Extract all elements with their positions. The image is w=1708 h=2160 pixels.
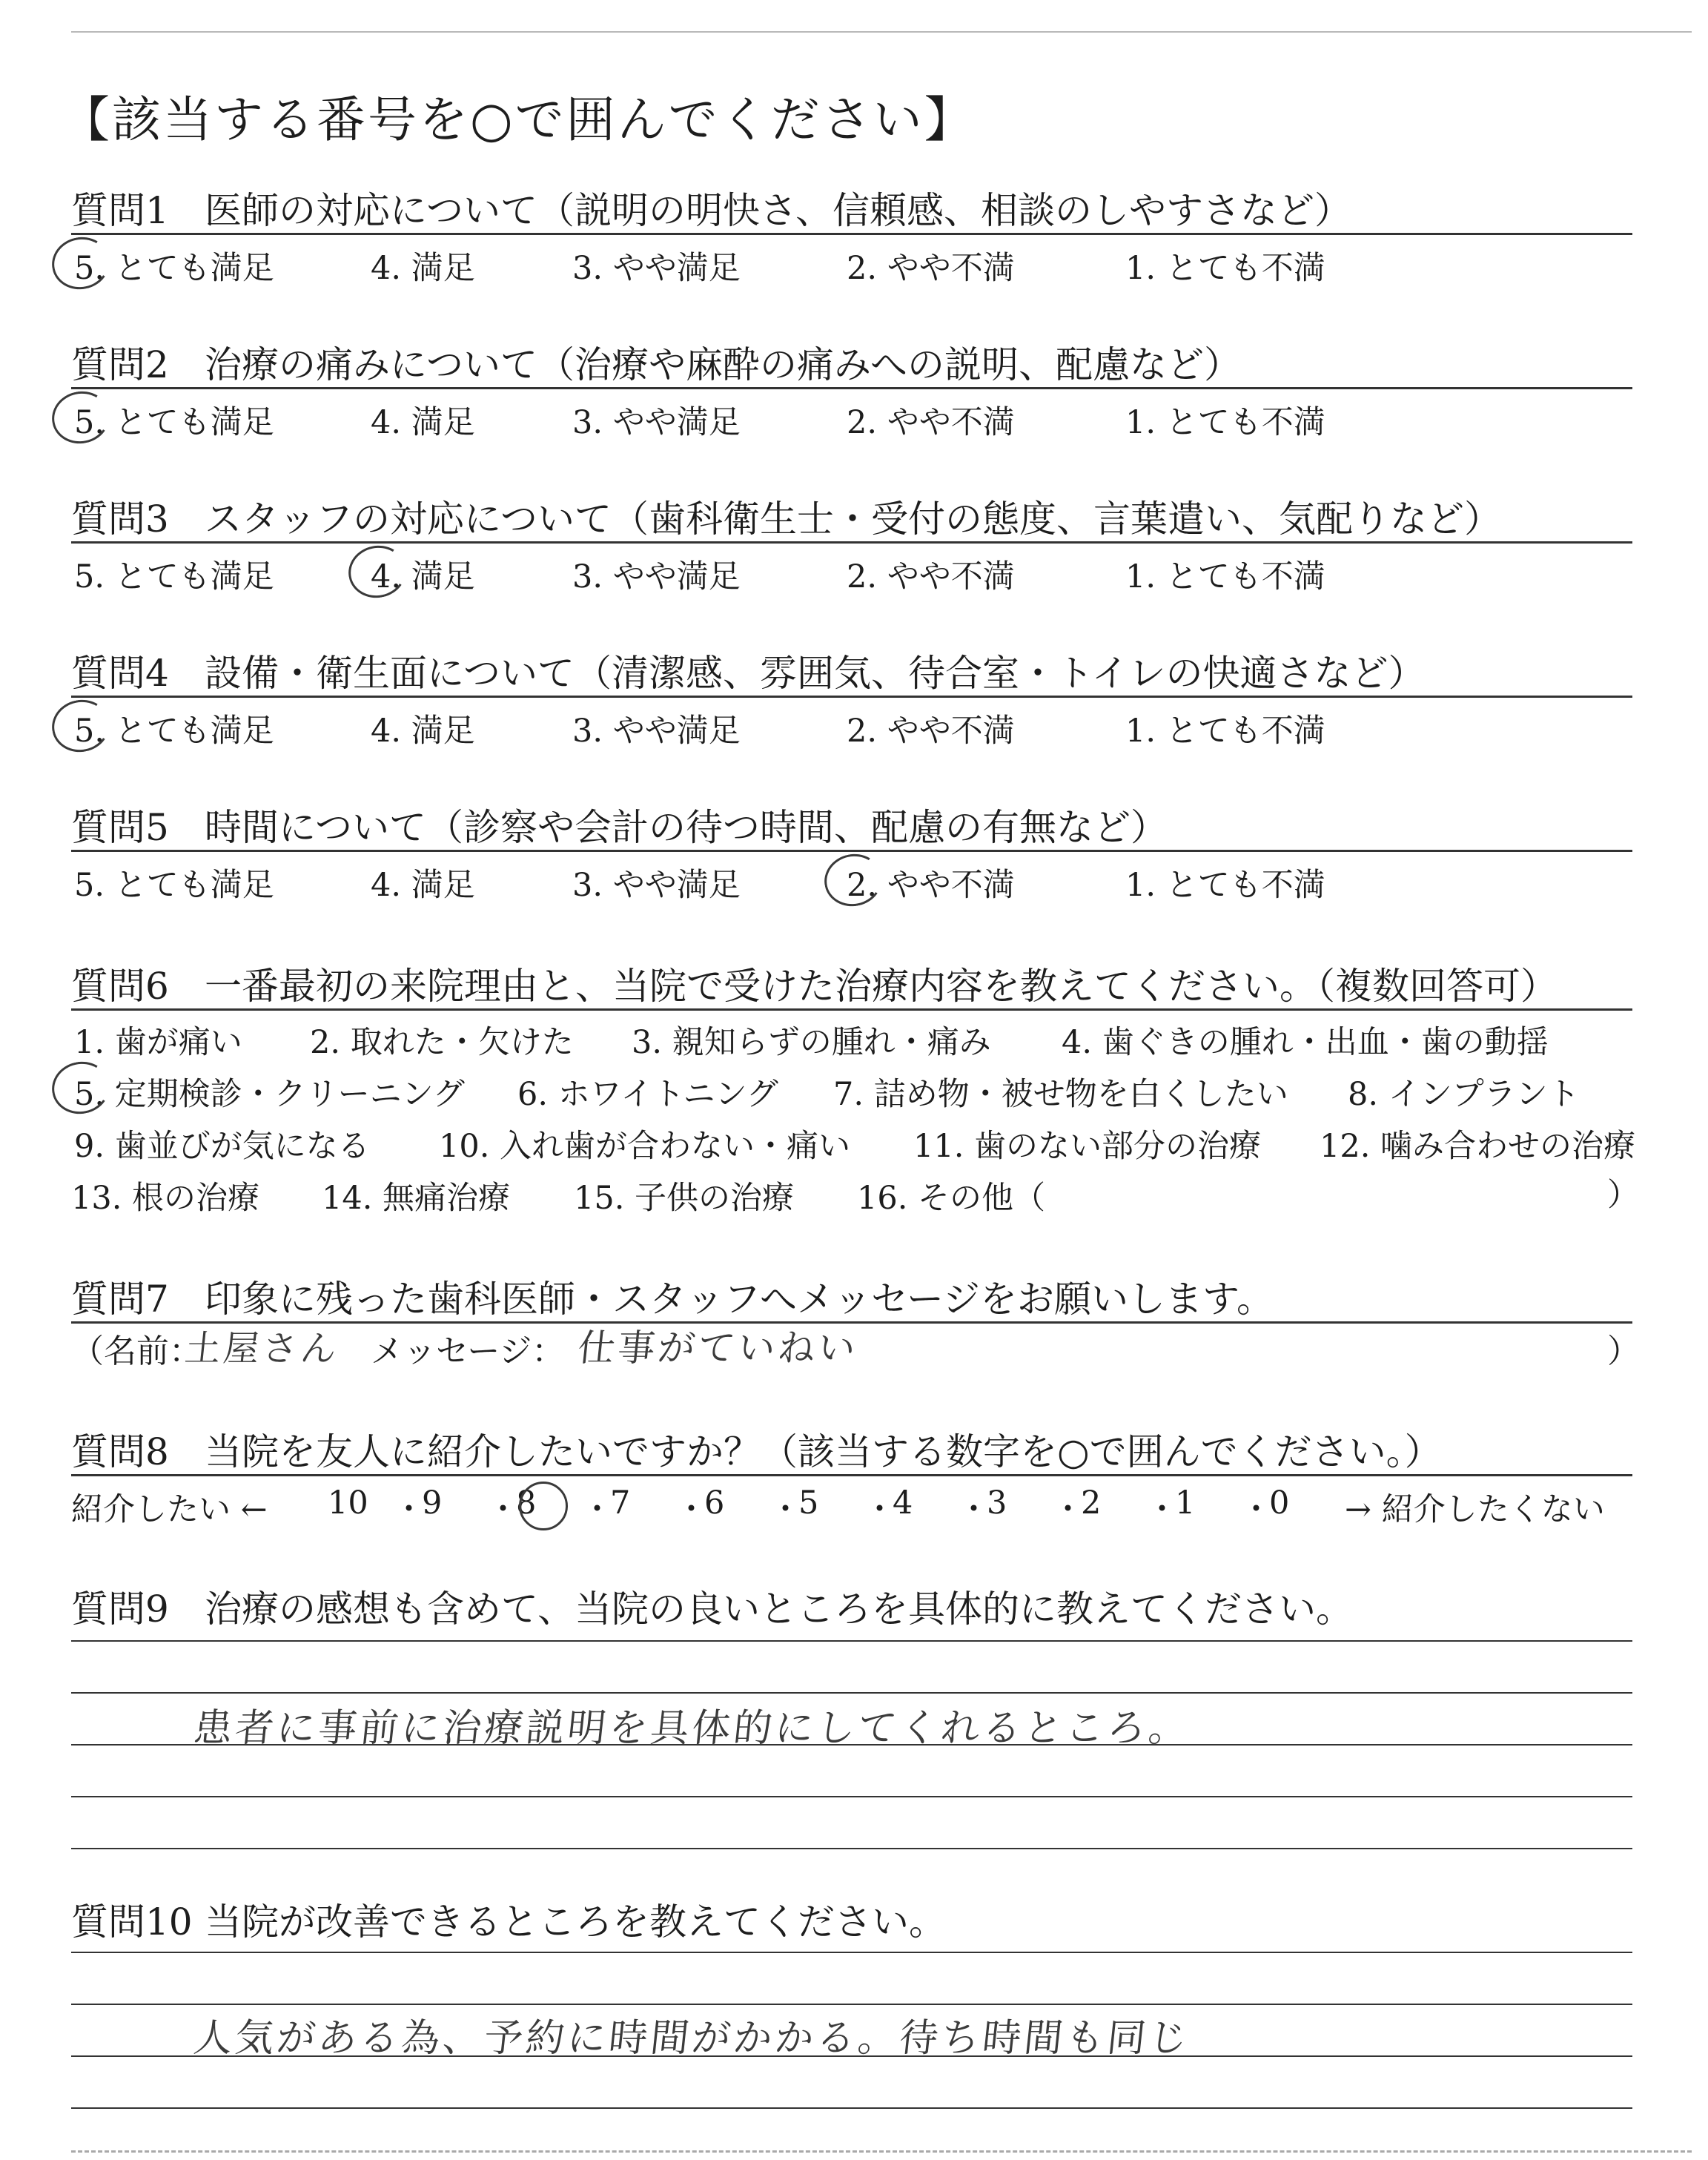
q8-left-label: 紹介したい ← [71, 1491, 268, 1528]
q9-number: 質問9 [71, 1588, 169, 1631]
q7-number: 質問7 [71, 1278, 169, 1321]
q5-option-4[interactable]: 4. 満足 [371, 867, 475, 904]
q6-option-14[interactable]: 14. 無痛治療 [322, 1180, 511, 1217]
q3-option-4[interactable]: 4. 満足 [371, 558, 475, 595]
q2-number: 質問2 [71, 343, 169, 386]
q4-option-4[interactable]: 4. 満足 [371, 713, 475, 750]
q6-option-1[interactable]: 1. 歯が痛い [74, 1024, 242, 1061]
q10-answer-line-2 [71, 2004, 1632, 2005]
q7-message-label: メッセージ： [371, 1332, 565, 1370]
q6-option-6[interactable]: 6. ホワイトニング [517, 1076, 778, 1113]
q6-option-15[interactable]: 15. 子供の治療 [574, 1180, 795, 1217]
q8-scale-separator: ・ [958, 1491, 990, 1528]
q6-option-8[interactable]: 8. インプラント [1348, 1076, 1580, 1113]
q7-text: 印象に残った歯科医師・スタッフへメッセージをお願いします。 [205, 1278, 1274, 1321]
q5-option-1[interactable]: 1. とても不満 [1125, 867, 1325, 904]
q2-option-2[interactable]: 2. やや不満 [847, 404, 1015, 441]
q8-scale-0[interactable]: 0 [1269, 1484, 1290, 1522]
q9-title [71, 1579, 1353, 1633]
q9-answer-line-5 [71, 1848, 1632, 1849]
q9-answer-line-4 [71, 1796, 1632, 1797]
q8-scale-6[interactable]: 6 [704, 1484, 725, 1522]
q1-rule [71, 233, 1632, 235]
q3-text: スタッフの対応について（歯科衛生士・受付の態度、言葉遣い、気配りなど） [205, 498, 1501, 541]
q7-name-handwriting: 土屋さん [182, 1328, 342, 1370]
q2-option-3[interactable]: 3. やや満足 [572, 404, 741, 441]
q7-close-paren: ） [1607, 1332, 1640, 1370]
q5-text: 時間について（診察や会計の待つ時間、配慮の有無など） [205, 806, 1168, 849]
q6-rule [71, 1008, 1632, 1011]
q1-option-3[interactable]: 3. やや満足 [572, 250, 741, 287]
form-header: 【該当する番号を○で囲んでください】 [61, 91, 976, 148]
q5-rule [71, 850, 1632, 852]
q7-title [71, 1269, 1274, 1323]
q1-text: 医師の対応について（説明の明快さ、信頼感、相談のしやすさなど） [205, 189, 1351, 232]
q5-number: 質問5 [71, 806, 169, 849]
q6-option-11[interactable]: 11. 歯のない部分の治療 [913, 1128, 1262, 1165]
q5-option-2[interactable]: 2. やや不満 [847, 867, 1015, 904]
q10-text: 当院が改善できるところを教えてください。 [205, 1900, 946, 1943]
q8-text: 当院を友人に紹介したいですか？（該当する数字を○で囲んでください。） [205, 1430, 1442, 1473]
q2-rule [71, 387, 1632, 389]
q4-number: 質問4 [71, 652, 169, 695]
q8-scale-separator: ・ [1146, 1491, 1178, 1528]
q6-option-12[interactable]: 12. 噛み合わせの治療 [1320, 1128, 1636, 1165]
q5-option-3[interactable]: 3. やや満足 [572, 867, 741, 904]
q5-option-5[interactable]: 5. とても満足 [74, 867, 274, 904]
q6-close-paren: ） [1607, 1177, 1639, 1214]
q10-answer-line-1 [71, 1952, 1632, 1953]
q8-scale-10[interactable]: 10 [328, 1484, 368, 1522]
q4-rule [71, 696, 1632, 698]
q8-title [71, 1422, 1442, 1476]
q6-option-3[interactable]: 3. 親知らずの腫れ・痛み [632, 1024, 991, 1061]
q6-option-4[interactable]: 4. 歯ぐきの腫れ・出血・歯の動揺 [1062, 1024, 1549, 1061]
q4-text: 設備・衛生面について（清潔感、雰囲気、待合室・トイレの快適さなど） [205, 652, 1426, 695]
q1-option-5[interactable]: 5. とても満足 [74, 250, 274, 287]
q8-scale-1[interactable]: 1 [1175, 1484, 1196, 1522]
q1-option-4[interactable]: 4. 満足 [371, 250, 475, 287]
q3-option-2[interactable]: 2. やや不満 [847, 558, 1015, 595]
q3-number: 質問3 [71, 498, 169, 541]
q1-number: 質問1 [71, 189, 169, 232]
q6-title [71, 957, 1558, 1010]
q3-option-1[interactable]: 1. とても不満 [1125, 558, 1325, 595]
q8-selection-circle [519, 1482, 568, 1530]
q8-scale-separator: ・ [675, 1491, 707, 1528]
q4-title [71, 644, 1426, 697]
q6-option-9[interactable]: 9. 歯並びが気になる [74, 1128, 370, 1165]
q9-text: 治療の感想も含めて、当院の良いところを具体的に教えてください。 [205, 1588, 1353, 1631]
q4-option-3[interactable]: 3. やや満足 [572, 713, 741, 750]
q8-number: 質問8 [71, 1430, 169, 1473]
q2-option-4[interactable]: 4. 満足 [371, 404, 475, 441]
q10-answer-handwriting: 人気がある為、予約に時間がかかる。待ち時間も同じ [191, 2016, 1193, 2061]
q1-title [71, 181, 1351, 234]
q6-number: 質問6 [71, 965, 169, 1008]
q8-scale-9[interactable]: 9 [422, 1484, 443, 1522]
q8-rule [71, 1474, 1632, 1476]
q2-option-5[interactable]: 5. とても満足 [74, 404, 274, 441]
q8-scale-separator: ・ [1240, 1491, 1272, 1528]
q8-scale-3[interactable]: 3 [987, 1484, 1007, 1522]
q3-rule [71, 541, 1632, 544]
q4-option-5[interactable]: 5. とても満足 [74, 713, 274, 750]
q9-answer-line-1 [71, 1640, 1632, 1642]
q3-title [71, 489, 1501, 543]
q8-scale-separator: ・ [581, 1491, 613, 1528]
q6-option-2[interactable]: 2. 取れた・欠けた [310, 1024, 574, 1061]
q6-option-13[interactable]: 13. 根の治療 [71, 1180, 260, 1217]
q1-option-2[interactable]: 2. やや不満 [847, 250, 1015, 287]
q6-option-5[interactable]: 5. 定期検診・クリーニング [74, 1076, 465, 1113]
q7-message-handwriting: 仕事がていねい [575, 1327, 861, 1370]
q8-scale-separator: ・ [1052, 1491, 1084, 1528]
q8-scale-2[interactable]: 2 [1081, 1484, 1102, 1522]
q6-option-10[interactable]: 10. 入れ歯が合わない・痛い [439, 1128, 851, 1165]
q7-name-label: （名前： [71, 1332, 202, 1370]
q3-option-3[interactable]: 3. やや満足 [572, 558, 741, 595]
top-edge-line [71, 31, 1692, 33]
q2-option-1[interactable]: 1. とても不満 [1125, 404, 1325, 441]
q6-option-7[interactable]: 7. 詰め物・被せ物を白くしたい [833, 1076, 1288, 1113]
bottom-edge-line [71, 2150, 1692, 2153]
q6-option-16[interactable]: 16. その他（ [857, 1180, 1046, 1217]
q2-text: 治療の痛みについて（治療や麻酔の痛みへの説明、配慮など） [205, 343, 1241, 386]
q5-title [71, 798, 1168, 851]
q10-number: 質問10 [71, 1900, 193, 1943]
q9-answer-handwriting: 患者に事前に治療説明を具体的にしてくれるところ。 [191, 1706, 1193, 1751]
q2-title [71, 335, 1241, 389]
q8-scale-8[interactable]: 8 [516, 1484, 537, 1522]
q1-option-1[interactable]: 1. とても不満 [1125, 250, 1325, 287]
q8-scale-separator: ・ [769, 1491, 801, 1528]
q3-option-5[interactable]: 5. とても満足 [74, 558, 274, 595]
q8-right-label: → 紹介したくない [1345, 1491, 1605, 1528]
q8-scale-7[interactable]: 7 [610, 1484, 631, 1522]
q4-option-2[interactable]: 2. やや不満 [847, 713, 1015, 750]
q9-answer-line-2 [71, 1692, 1632, 1694]
q6-text: 一番最初の来院理由と、当院で受けた治療内容を教えてください。（複数回答可） [205, 965, 1558, 1008]
q10-answer-line-4 [71, 2107, 1632, 2109]
q4-option-1[interactable]: 1. とても不満 [1125, 713, 1325, 750]
q10-title [71, 1892, 946, 1946]
q8-scale-separator: ・ [393, 1491, 425, 1528]
q8-scale-5[interactable]: 5 [798, 1484, 819, 1522]
q8-scale-separator: ・ [864, 1491, 896, 1528]
q8-scale-4[interactable]: 4 [893, 1484, 913, 1522]
q8-scale-separator: ・ [487, 1491, 519, 1528]
